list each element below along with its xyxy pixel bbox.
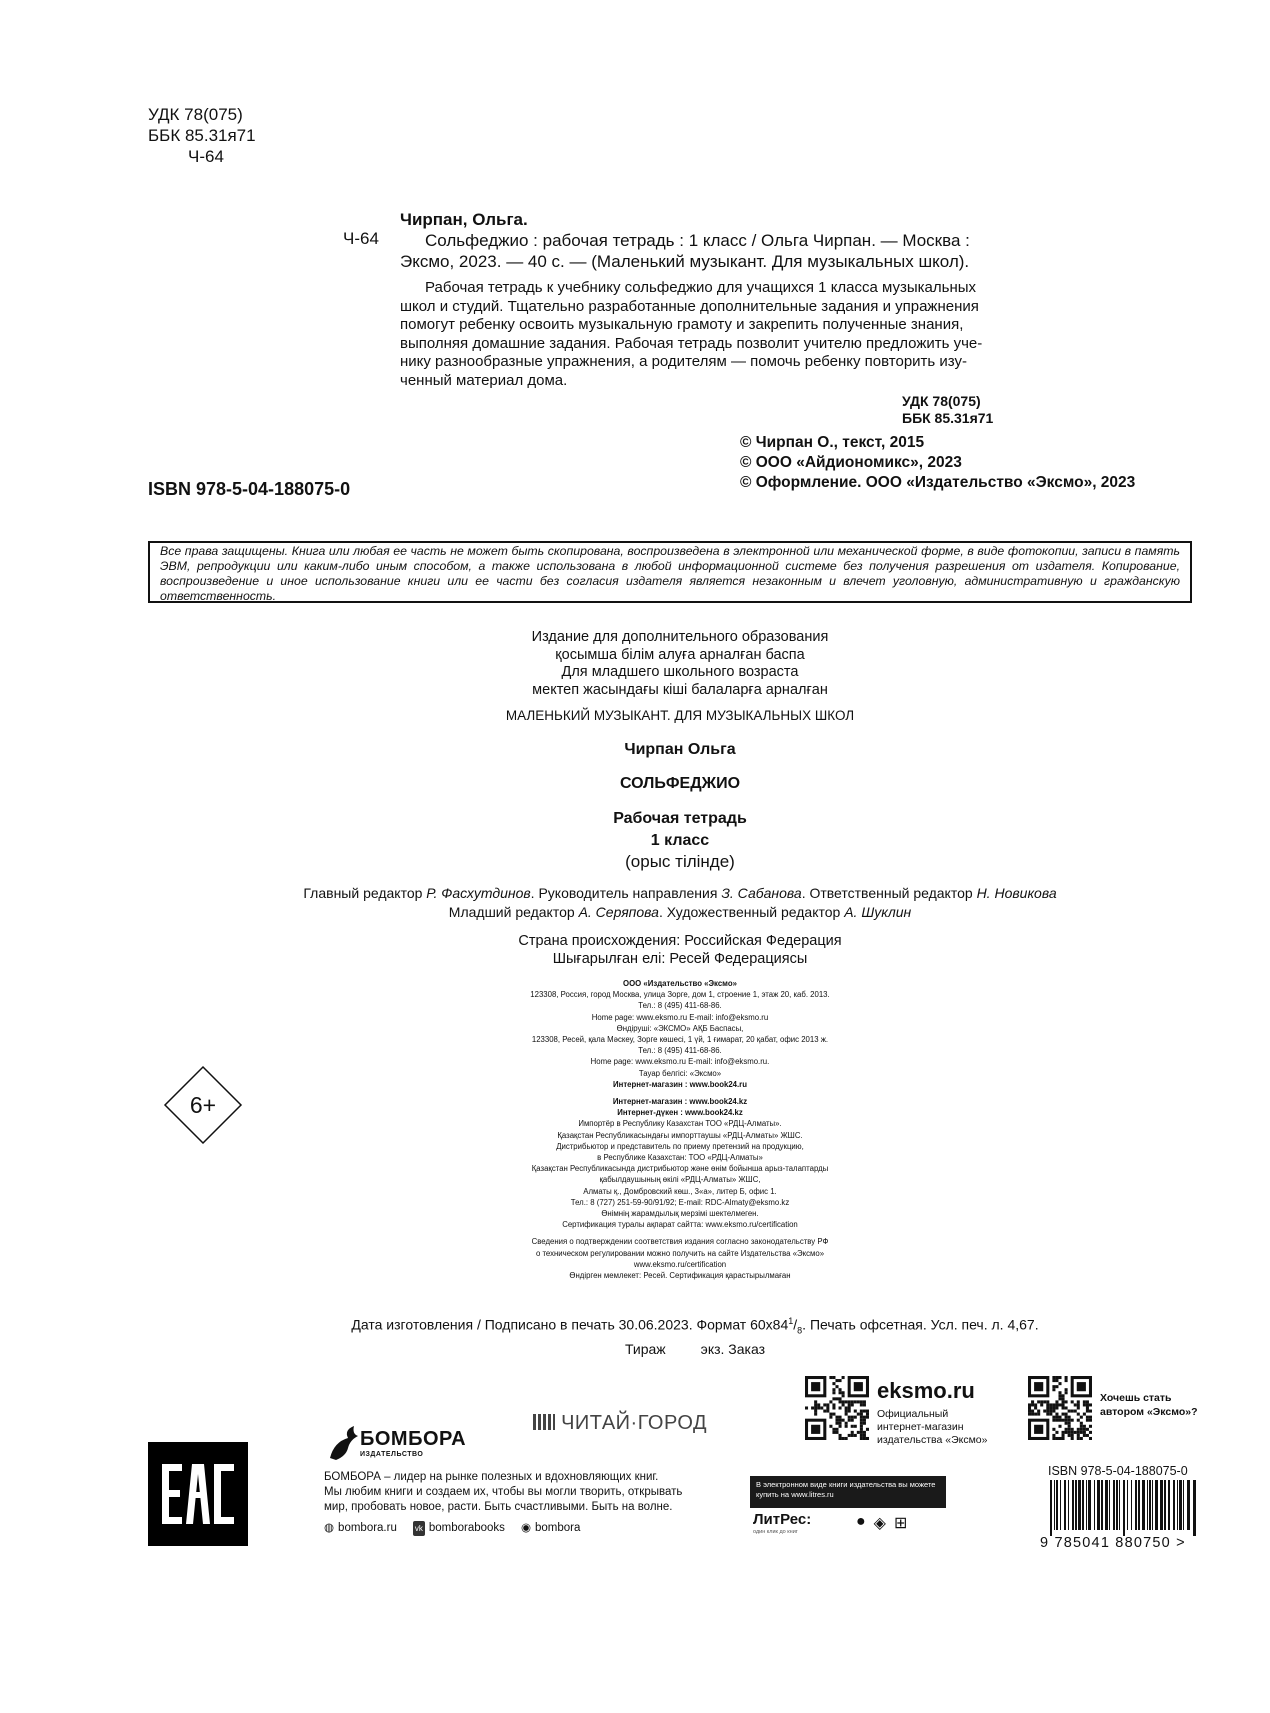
editors-line-2 <box>240 903 1120 922</box>
subtitle-line: 1 класс <box>650 832 710 849</box>
annotation-line: нику разнообразные упражнения, а родителям — помочь ребенку повторить изу- <box>400 353 967 370</box>
udk-code: УДК 78(075) <box>902 393 981 409</box>
small-print-line: Өндірген мемлекет: Ресей. Сертификация қарастырылмаған <box>569 1271 791 1281</box>
small-print-line: Дистрибьютор и представитель по приему претензий на продукцию, <box>556 1141 804 1151</box>
role-label: . Художественный редактор <box>658 904 845 920</box>
classification-codes-right <box>902 393 993 427</box>
copyright-line: © Чирпан О., текст, 2015 <box>740 434 925 451</box>
small-print-line: Тел.: 8 (495) 411-68-86. <box>638 1046 722 1056</box>
small-print-line: в Республике Казахстан: ТОО «РДЦ-Алматы» <box>597 1153 763 1163</box>
barcode-digits: 9 785041 880750 > <box>1040 1535 1186 1551</box>
small-print-line: Интернет-дүкен : www.book24.kz <box>617 1108 743 1118</box>
book-title: СОЛЬФЕДЖИО <box>619 775 741 792</box>
eksmo-desc-line: издательства «Эксмо» <box>877 1434 988 1446</box>
small-print-line: Home page: www.eksmo.ru E-mail: info@eksmo.ru <box>591 1012 769 1022</box>
book-subtitle <box>560 808 800 852</box>
small-print-line: ООО «Издательство «Эксмо» <box>623 979 737 988</box>
small-print-line: Қазақстан Республикасында дистрибьютор және өнім бойынша арыз-талаптарды <box>531 1164 829 1174</box>
record-line-1: Сольфеджио : рабочая тетрадь : 1 класс / Ольга Чирпан. — Москва : <box>425 231 970 250</box>
age-rating-text: 6+ <box>189 1092 217 1118</box>
author-q-line: Хочешь стать <box>1100 1392 1172 1404</box>
small-print-line: қабылдаушының өкілі «РДЦ-Алматы» ЖШС, <box>599 1175 761 1185</box>
small-print-line: 123308, Россия, город Москва, улица Зорге, дом 1, строение 1, этаж 20, каб. 2013. <box>530 990 830 1000</box>
annotation-line: помогут ребенку освоить музыкальную грамоту и закрепить полученные знания, <box>400 316 964 333</box>
chitai-gorod-logo <box>533 1412 707 1435</box>
annotation-line: ченный материал дома. <box>400 371 568 389</box>
bombora-links <box>324 1521 684 1536</box>
annotation <box>400 279 1025 390</box>
rights-notice: Все права защищены. Книга или любая ее часть не может быть скопирована, воспроизведена в электронной или механической форме, в виде фотокопии, записи в память ЭВМ, репродукции или каким-либо иным способом, а также использована в любой информационной системе без получения разрешения от издателя. Копирование, воспроизведение и иное использование книги или ее части без согласия издателя является незаконным и влечет уголовную, административную и гражданскую ответственность. <box>148 541 1192 603</box>
telegram-icon: ◉ <box>520 1522 531 1534</box>
publisher-small-print <box>380 978 980 1281</box>
edition-line: мектеп жасындағы кіші балаларға арналған <box>532 681 828 698</box>
small-print-line: Тел.: 8 (495) 411-68-86. <box>638 1001 722 1011</box>
bombora-description <box>324 1470 684 1536</box>
bombora-line: мир, пробовать новое, расти. Быть счастливыми. Быть на волне. <box>324 1501 673 1513</box>
print-info-line-2: Тираж экз. Заказ <box>624 1341 766 1358</box>
small-print-line: 123308, Ресей, қала Мәскеу, Зорге көшесі, 1 үй, 1 ғимарат, 20 қабат, офис 2013 ж. <box>531 1035 829 1045</box>
bombora-link[interactable]: bombora <box>534 1522 581 1534</box>
small-print-line: Импортёр в Республику Казахстан ТОО «РДЦ-Алматы». <box>578 1119 782 1129</box>
become-author-text <box>1100 1391 1198 1419</box>
edition-line: Издание для дополнительного образования <box>531 629 829 645</box>
format-slash: / <box>793 1316 798 1333</box>
editor-name: Р. Фасхутдинов <box>426 885 531 901</box>
small-print-line: Қазақстан Республикасындағы импорттаушы «РДЦ-Алматы» ЖШС. <box>557 1130 803 1140</box>
small-print-line: Өндіруші: «ЭКСМО» АҚБ Баспасы, <box>616 1023 744 1033</box>
eksmo-desc-line: интернет-магазин <box>877 1421 964 1433</box>
small-print-line: о техническом регулировании можно получить на сайте Издательства «Эксмо» <box>535 1248 825 1258</box>
editors-credits <box>240 884 1120 922</box>
classification-codes <box>148 104 256 167</box>
qr-code-eksmo[interactable] <box>805 1376 869 1445</box>
series-name: МАЛЕНЬКИЙ МУЗЫКАНТ. ДЛЯ МУЗЫКАЛЬНЫХ ШКОЛ <box>505 708 855 723</box>
small-print-line: Тел.: 8 (727) 251-59-90/91/92; E-mail: RDC-Almaty@eksmo.kz <box>570 1197 790 1207</box>
author-q-line: автором «Эксмо»? <box>1100 1406 1198 1418</box>
edition-line: қосымша білім алуға арналған баспа <box>555 646 805 663</box>
barcode-isbn: ISBN 978-5-04-188075-0 <box>1048 1464 1188 1478</box>
country-of-origin <box>400 932 960 968</box>
bbk-code: ББК 85.31я71 <box>148 126 256 145</box>
copyright-line: © ООО «Айдиономикс», 2023 <box>740 454 962 471</box>
country-line: Шығарылған елі: Ресей Федерациясы <box>552 951 808 967</box>
eksmo-url[interactable]: eksmo.ru <box>877 1378 975 1403</box>
small-print-line: Интернет-магазин : www.book24.ru <box>613 1079 747 1089</box>
small-print-line: www.eksmo.ru/certification <box>633 1259 727 1269</box>
annotation-line: выполняя домашние задания. Рабочая тетрадь позволит учителю предложить уче- <box>400 334 983 352</box>
print-info <box>300 1312 1090 1359</box>
age-rating-badge <box>163 1065 243 1145</box>
bombora-sub: ИЗДАТЕЛЬСТВО <box>360 1451 424 1458</box>
annotation-line: Рабочая тетрадь к учебнику сольфеджио для учащихся 1 класса музыкальных <box>425 279 977 296</box>
editors-line-1 <box>240 884 1120 903</box>
small-print-line: Тауар белгісі: «Эксмо» <box>638 1068 722 1078</box>
small-print-line: Home page: www.eksmo.ru E-mail: info@eksmo.ru. <box>590 1057 770 1067</box>
chitai-bars-icon <box>533 1414 555 1430</box>
bibliographic-record <box>400 209 1025 272</box>
edition-line: Для младшего школьного возраста <box>561 664 799 680</box>
role-label: . Руководитель направления <box>530 885 722 901</box>
qr-code-author[interactable] <box>1028 1376 1092 1445</box>
eac-mark <box>148 1442 248 1546</box>
android-icon: ● <box>856 1513 866 1530</box>
chitai-gorod-text: ЧИТАЙ·ГОРОД <box>561 1412 708 1434</box>
subtitle-line: Рабочая тетрадь <box>613 810 747 827</box>
language-note: (орыс тілінде) <box>625 852 735 871</box>
bombora-link[interactable]: bombora.ru <box>338 1522 397 1534</box>
edition-info <box>400 629 960 699</box>
windows-icon: ⊞ <box>893 1515 908 1532</box>
editor-name: З. Сабанова <box>721 885 802 901</box>
country-line: Страна происхождения: Российская Федерация <box>518 933 842 949</box>
small-print-line: Сертификация туралы ақпарат сайтта: www.eksmo.ru/certification <box>562 1220 798 1230</box>
record-line-2: Эксмо, 2023. — 40 с. — (Маленький музыкант. Для музыкальных школ). <box>400 252 970 271</box>
platform-icons <box>848 1513 907 1533</box>
format-sup: 1 <box>788 1316 794 1326</box>
bombora-line: БОМБОРА – лидер на рынке полезных и вдохновляющих книг. <box>324 1471 659 1483</box>
annotation-line: школ и студий. Тщательно разработанные дополнительные задания и упражнения <box>400 297 979 315</box>
litres-logo: ЛитРес: <box>753 1511 812 1528</box>
small-print-line: Интернет-магазин : www.book24.kz <box>612 1097 748 1107</box>
small-print-line: Өнімнің жарамдылық мерзімі шектелмеген. <box>601 1209 759 1219</box>
author-name: Чирпан Ольга <box>624 741 736 758</box>
editor-name: Н. Новикова <box>976 885 1057 901</box>
bombora-name: БОМБОРА <box>360 1428 467 1450</box>
eksmo-description <box>877 1408 988 1447</box>
globe-icon: ◍ <box>324 1522 335 1534</box>
eksmo-desc-line: Официальный <box>877 1408 949 1420</box>
litres-tagline: один клик до книг <box>753 1529 798 1535</box>
bombora-line: Мы любим книги и создаем их, чтобы вы могли творить, открывать <box>324 1486 683 1498</box>
print-text: Дата изготовления / Подписано в печать 30.06.2023. Формат 60х84 <box>351 1316 789 1333</box>
vk-icon: vk <box>413 1521 425 1536</box>
editor-name: А. Серяпова <box>578 904 659 920</box>
print-info-line-1 <box>300 1312 1090 1340</box>
author-mark-side: Ч-64 <box>343 229 379 248</box>
small-print-line: Сведения о подтверждении соответствия издания согласно законодательству РФ <box>531 1237 829 1247</box>
record-author: Чирпан, Ольга. <box>400 210 528 229</box>
app-icon: ◈ <box>873 1515 886 1532</box>
copyright-line: © Оформление. ООО «Издательство «Эксмо», 2023 <box>740 474 1136 491</box>
bombora-link[interactable]: bomborabooks <box>428 1522 505 1534</box>
barcode <box>1048 1480 1198 1536</box>
litres-banner: В электронном виде книги издательства вы можете купить на www.litres.ru <box>750 1476 946 1508</box>
small-print-line: Алматы қ., Домбровский көш., 3«а», литер Б, офис 1. <box>583 1186 777 1196</box>
bbk-code: ББК 85.31я71 <box>902 410 994 426</box>
copyright-block <box>740 433 1135 493</box>
role-label: Младший редактор <box>448 904 579 920</box>
format-sub: 8 <box>797 1325 803 1336</box>
author-mark: Ч-64 <box>188 147 224 166</box>
role-label: . Ответственный редактор <box>801 885 977 901</box>
udk-code: УДК 78(075) <box>148 105 243 124</box>
role-label: Главный редактор <box>303 885 427 901</box>
print-text: . Печать офсетная. Усл. печ. л. 4,67. <box>802 1316 1039 1333</box>
isbn: ISBN 978-5-04-188075-0 <box>148 479 351 499</box>
editor-name: А. Шуклин <box>844 904 912 920</box>
